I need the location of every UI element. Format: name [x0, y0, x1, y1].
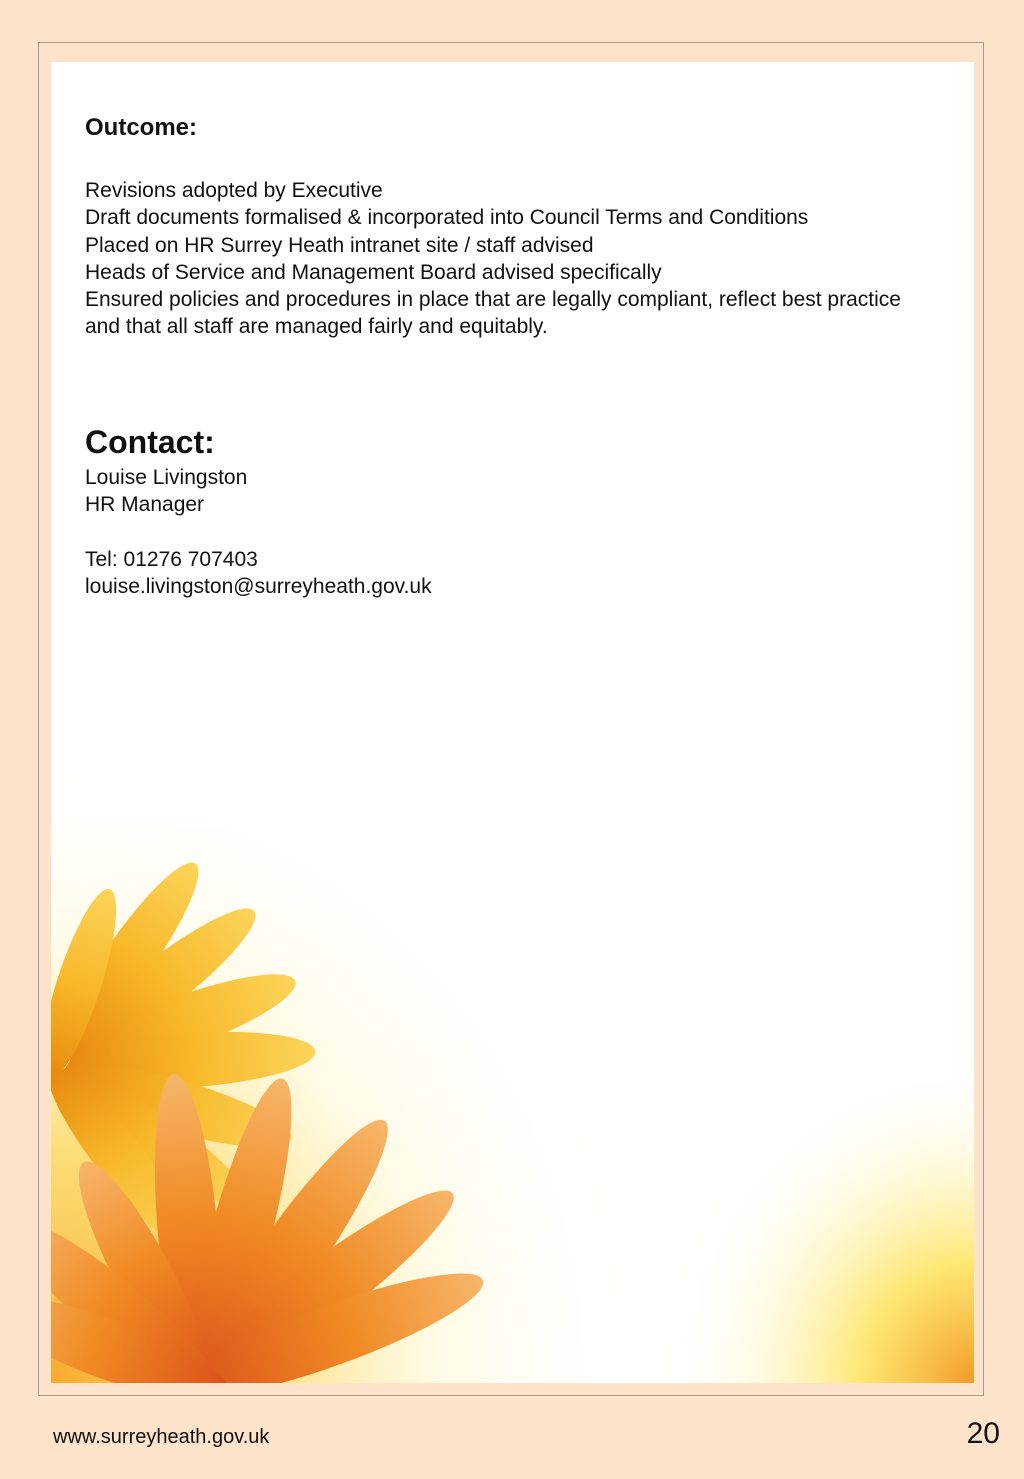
page-number: 20 — [966, 1417, 1000, 1450]
outcome-line: Draft documents formalised & incorporated into Council Terms and Conditions — [85, 206, 809, 230]
outcome-line: Placed on HR Surrey Heath intranet site / staff advised — [85, 233, 594, 257]
outcome-line: Revisions adopted by Executive — [85, 179, 383, 202]
contact-email[interactable]: louise.livingston@surreyheath.gov.uk — [85, 575, 432, 599]
contact-details — [85, 464, 432, 600]
outcome-list — [85, 177, 935, 341]
contact-name: Louise Livingston — [85, 466, 248, 489]
outcome-line: Ensured policies and procedures in place that are legally compliant, reflect best practice and that all staff are managed fairly and equitably. — [85, 288, 901, 339]
document-page — [51, 62, 974, 1383]
contact-phone: Tel: 01276 707403 — [85, 547, 258, 571]
contact-role: HR Manager — [85, 493, 205, 517]
outcome-heading: Outcome: — [85, 114, 198, 141]
contact-heading: Contact: — [85, 424, 215, 460]
spacer — [85, 519, 432, 546]
footer-website-link[interactable]: www.surreyheath.gov.uk — [53, 1426, 270, 1448]
outcome-line: Heads of Service and Management Board advised specifically — [85, 260, 662, 284]
